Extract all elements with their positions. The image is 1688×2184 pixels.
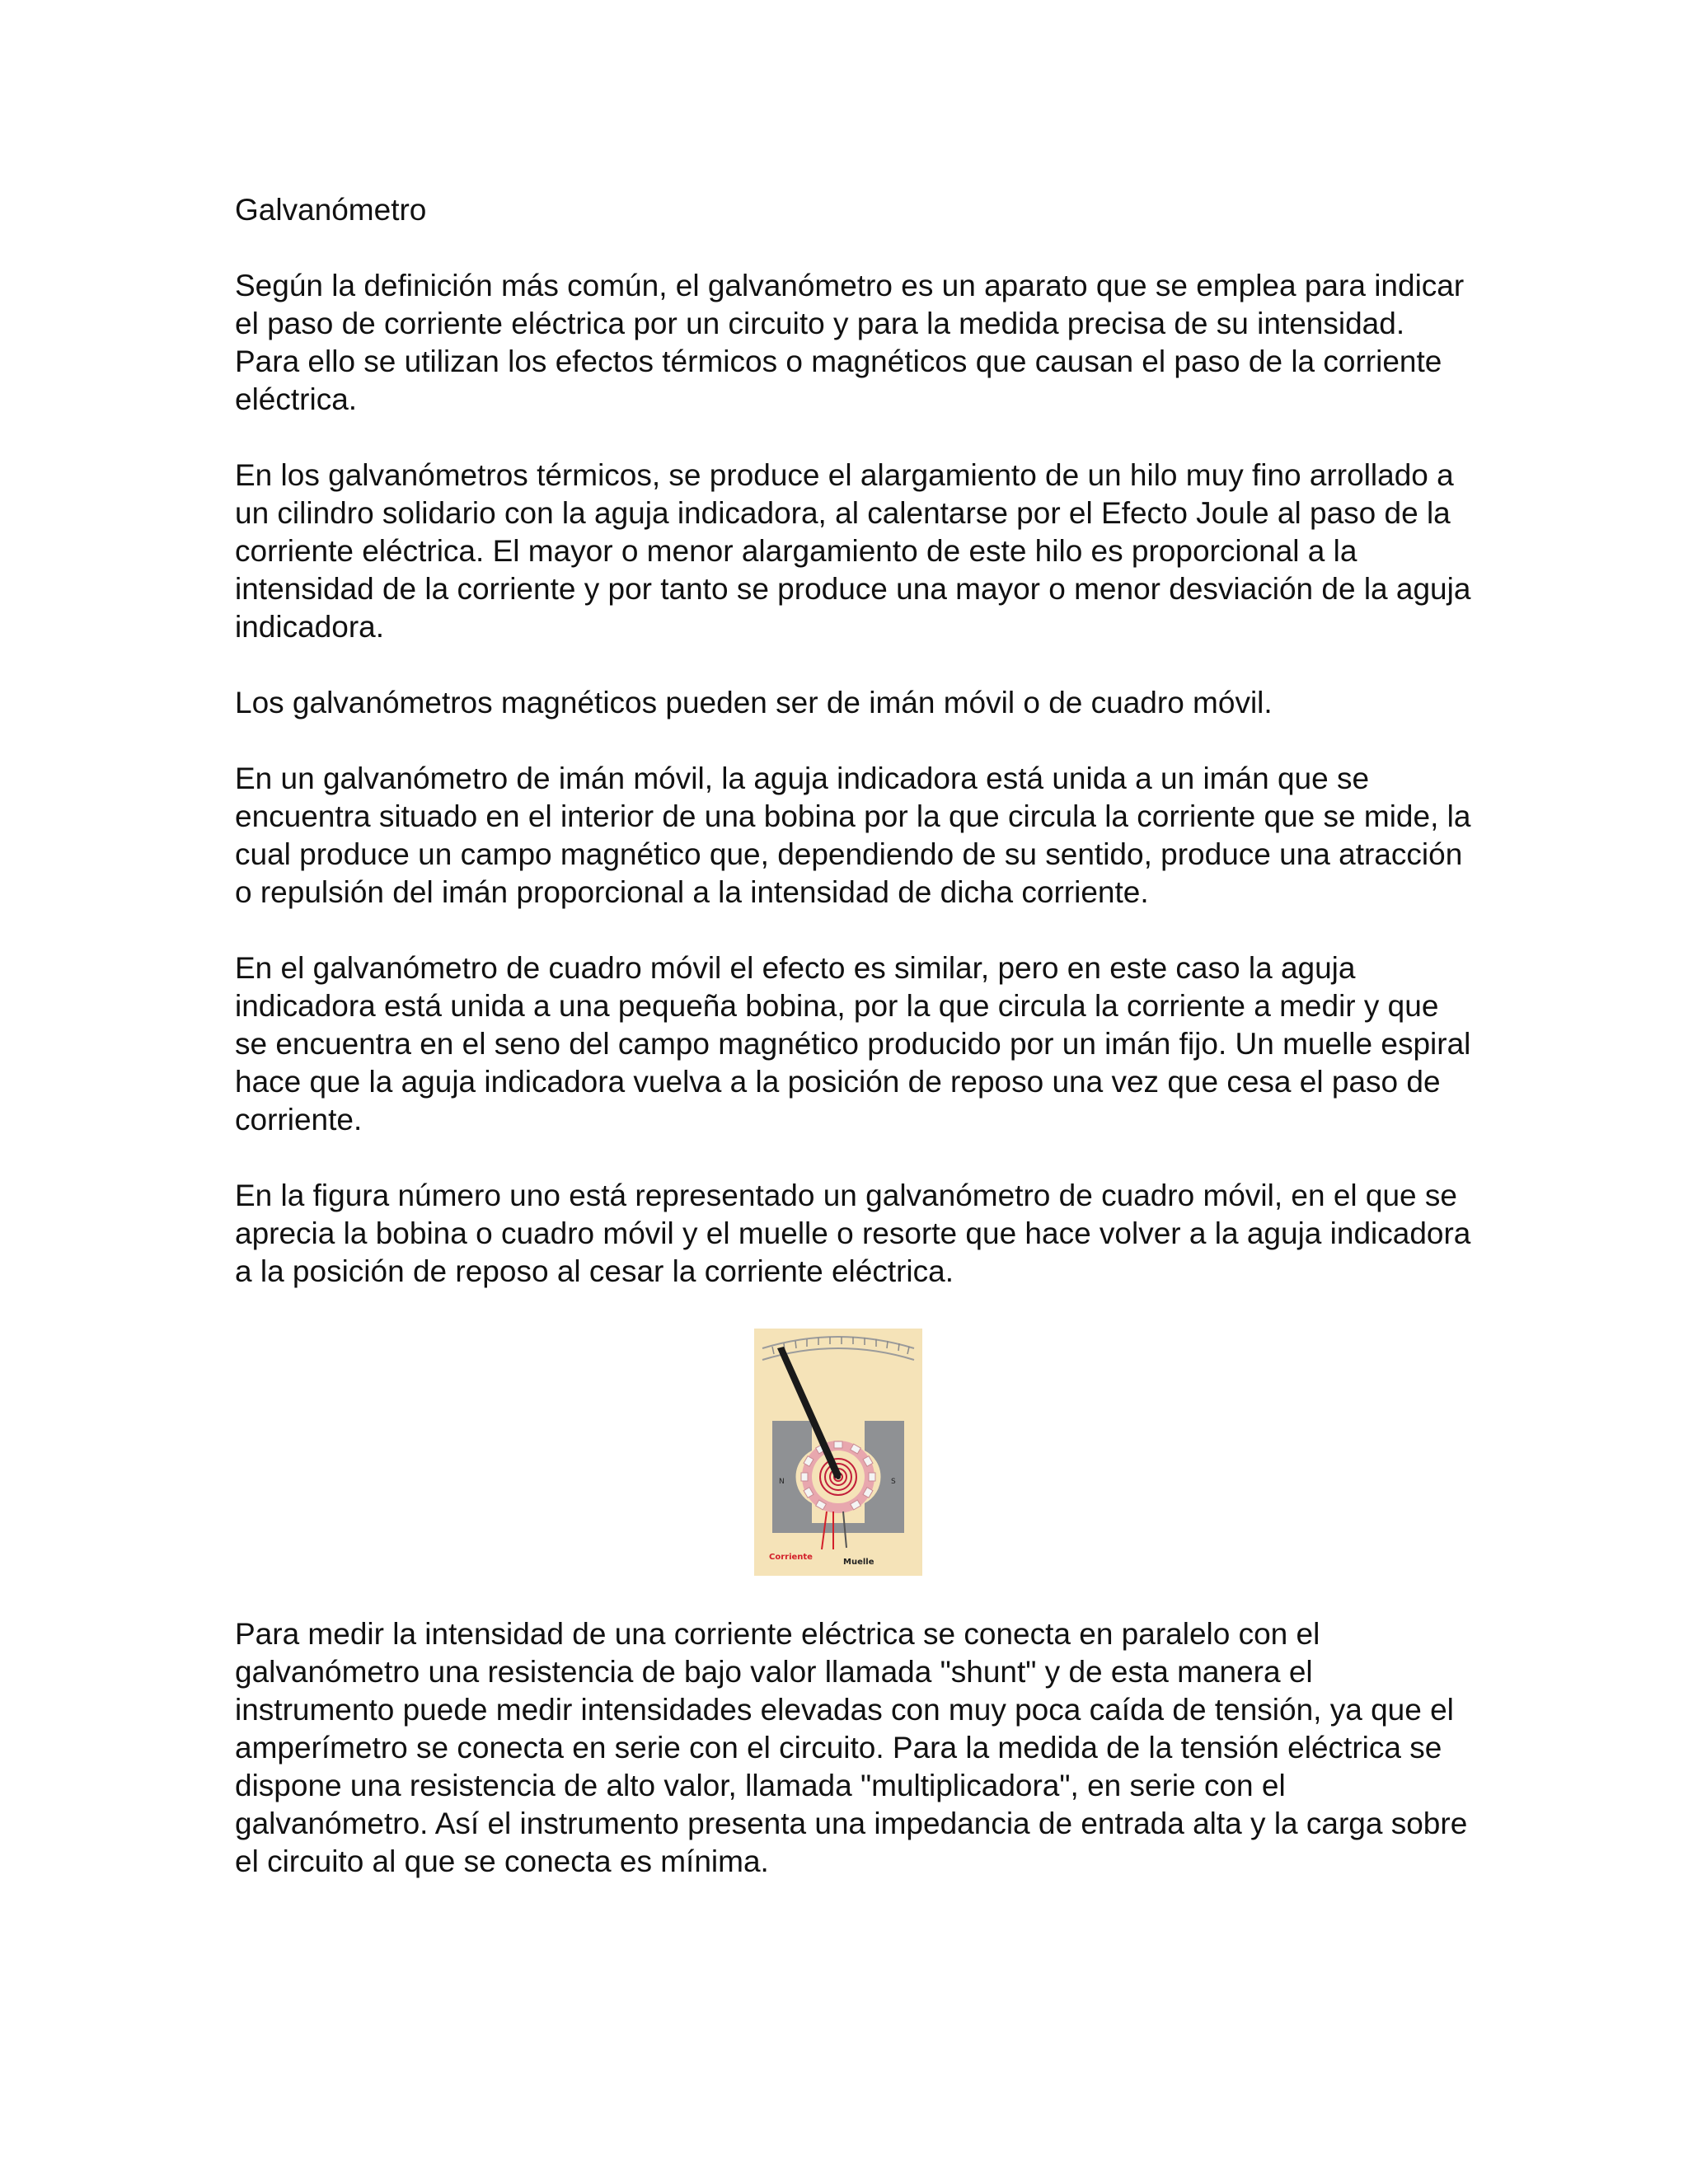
paragraph-definition: Según la definición más común, el galvanómetro es un aparato que se emplea para indicar el paso de corriente eléctrica por un circuito y para la medida precisa de su intensidad. Para ello se utilizan los efectos térmicos o magnéticos que causan el paso de la corriente eléctrica.	[235, 269, 1465, 416]
label-muelle: Muelle	[843, 1558, 874, 1567]
paragraph-figure-reference: En la figura número uno está representado un galvanómetro de cuadro móvil, en el que se aprecia la bobina o cuadro móvil y el muelle o resorte que hace volver a la aguja indicadora a la posición de reposo al cesar la corriente eléctrica.	[235, 1179, 1471, 1288]
galvanometer-figure	[754, 1329, 922, 1576]
magnet-base	[772, 1523, 904, 1533]
label-south: S	[891, 1478, 896, 1486]
figure-container	[235, 1329, 1471, 1576]
document-title: Galvanómetro	[235, 193, 427, 227]
paragraph-thermal: En los galvanómetros térmicos, se produce el alargamiento de un hilo muy fino arrollado a un cilindro solidario con la aguja indicadora, al calentarse por el Efecto Joule al paso de la corriente eléctrica. El mayor o menor alargamiento de este hilo es proporcional a la intensidad de la corriente y por tanto se produce una mayor o menor desviación de la aguja indicadora.	[235, 458, 1471, 644]
paragraph-moving-magnet: En un galvanómetro de imán móvil, la aguja indicadora está unida a un imán que se encuentra situado en el interior de una bobina por la que circula la corriente que se mide, la cual produce un campo magnético que, dependiendo de su sentido, produce una atracción o repulsión del imán proporcional a la intensidad de dicha corriente.	[235, 762, 1471, 909]
document-page	[235, 191, 1471, 1919]
paragraph-magnetic: Los galvanómetros magnéticos pueden ser de imán móvil o de cuadro móvil.	[235, 686, 1273, 719]
paragraph-moving-coil: En el galvanómetro de cuadro móvil el efecto es similar, pero en este caso la aguja indicadora está unida a una pequeña bobina, por la que circula la corriente a medir y que se encuentra en el seno del campo magnético producido por un imán fijo. Un muelle espiral hace que la aguja indicadora vuelva a la posición de reposo una vez que cesa el paso de corriente.	[235, 951, 1471, 1137]
label-north: N	[779, 1478, 785, 1486]
label-corriente: Corriente	[769, 1553, 813, 1562]
paragraph-shunt: Para medir la intensidad de una corriente eléctrica se conecta en paralelo con el galvanómetro una resistencia de bajo valor llamada "shunt" y de esta manera el instrumento puede medir intensidades elevadas con muy poca caída de tensión, ya que el amperímetro se conecta en serie con el circuito. Para la medida de la tensión eléctrica se dispone una resistencia de alto valor, llamada "multiplicadora", en serie con el galvanómetro. Así el instrumento presenta una impedancia de entrada alta y la carga sobre el circuito al que se conecta es mínima.	[235, 1617, 1468, 1878]
